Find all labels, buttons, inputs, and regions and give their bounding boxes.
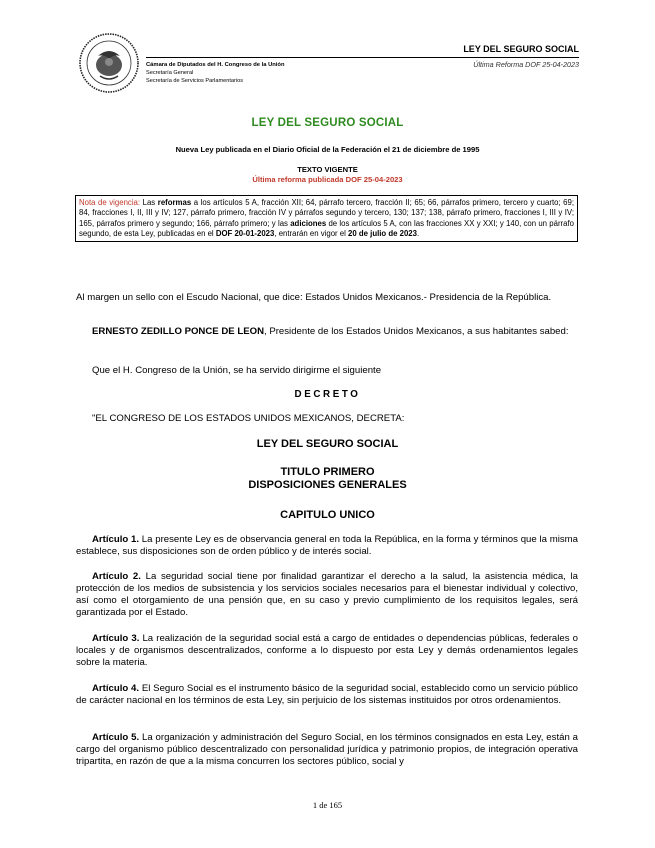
- header-reform-note: Última Reforma DOF 25-04-2023: [473, 60, 579, 69]
- titulo-primero: TITULO PRIMERO: [280, 466, 375, 478]
- article-4: [76, 683, 578, 707]
- texto-vigente: TEXTO VIGENTE: [297, 165, 358, 174]
- capitulo-heading: CAPITULO UNICO: [280, 509, 375, 521]
- article-label: Artículo 5.: [92, 732, 140, 743]
- header-servicios-parlamentarios: Secretaría de Servicios Parlamentarios: [146, 78, 244, 84]
- nota-adiciones: adiciones: [290, 218, 327, 228]
- nota-fecha: 20 de julio de 2023: [348, 228, 417, 238]
- article-2: [76, 571, 578, 619]
- disposiciones-generales: DISPOSICIONES GENERALES: [248, 479, 407, 491]
- article-text: La organización y administración del Seguro Social, en los términos consignados en esta Ley, están a cargo del organismo público descentralizado con personalidad jurídica y patrimonio propios, de integración operativa tripartita, en razón de que a la misma concurren los sectores público, social y: [76, 732, 578, 767]
- nota-text: Las: [140, 198, 158, 207]
- article-1: [76, 534, 578, 558]
- nota-de-vigencia-box: [75, 195, 578, 242]
- nota-text: de los artículos 5 A, con las fracciones XX y XXI; y 140, con un párrafo segundo, de esta Ley, publicadas en el: [79, 218, 574, 238]
- law-heading: LEY DEL SEGURO SOCIAL: [256, 438, 399, 450]
- national-seal-logo: [78, 32, 140, 94]
- header-secretaria-general: Secretaría General: [146, 70, 194, 76]
- nota-reformas: reformas: [157, 198, 192, 207]
- ultima-reforma: Última reforma publicada DOF 25-04-2023: [252, 175, 403, 184]
- header-org-name: Cámara de Diputados del H. Congreso de la Unión: [146, 62, 285, 68]
- article-label: Artículo 4.: [92, 683, 140, 694]
- publication-note: Nueva Ley publicada en el Diario Oficial de la Federación el 21 de diciembre de 1995: [175, 145, 480, 154]
- president-name: ERNESTO ZEDILLO PONCE DE LEON: [92, 326, 264, 337]
- header-right: [463, 44, 579, 69]
- article-text: La presente Ley es de observancia general en toda la República, en la forma y términos que la misma establece, sus disposiciones son de orden público y de interés social.: [76, 534, 578, 557]
- header-law-name: LEY DEL SEGURO SOCIAL: [463, 44, 579, 54]
- article-label: Artículo 1.: [92, 534, 140, 545]
- nota-text: , entrarán en vigor el: [274, 228, 349, 238]
- paragraph-decreta: "EL CONGRESO DE LOS ESTADOS UNIDOS MEXICANOS, DECRETA:: [92, 413, 405, 424]
- article-label: Artículo 3.: [92, 633, 140, 644]
- header-organization: [146, 61, 285, 85]
- nota-text: .: [416, 228, 420, 238]
- nota-text: a los artículos 5 A, fracción XII; 64, párrafo tercero, fracción II; 65; 66, párrafos primero, tercero y cuarto; 69; 84, fracciones I, II, III y IV; 127, párrafo primero, fracción IV y párrafos segundo y tercero, 130; 137; 138, párrafo primero, fracciones I, III y IV; 165, párrafos primero y segundo; 166, párrafo primero; y las: [79, 198, 575, 228]
- paragraph-sello: Al margen un sello con el Escudo Nacional, que dice: Estados Unidos Mexicanos.- Presidencia de la República.: [76, 292, 552, 303]
- page-number: 1 de 165: [312, 800, 343, 810]
- paragraph-text: , Presidente de los Estados Unidos Mexicanos, a sus habitantes sabed:: [264, 326, 569, 337]
- paragraph-congreso: Que el H. Congreso de la Unión, se ha servido dirigirme el siguiente: [92, 365, 382, 376]
- article-label: Artículo 2.: [92, 571, 141, 582]
- titulo-heading: [0, 466, 655, 492]
- article-text: La seguridad social tiene por finalidad garantizar el derecho a la salud, la asistencia médica, la protección de los medios de subsistencia y los servicios sociales necesarios para el bienestar individual y colectivo, así como el otorgamiento de una pensión que, en su caso y previo cumplimiento de los requisitos legales, será garantizada por el Estado.: [76, 571, 578, 618]
- article-3: [76, 633, 578, 669]
- article-text: La realización de la seguridad social está a cargo de entidades o dependencias públicas, federales o locales y de organismos descentralizados, conforme a lo dispuesto por esta Ley y demás ordenamientos legales sobre la materia.: [76, 633, 578, 668]
- nota-label: Nota de vigencia:: [79, 198, 141, 207]
- article-text: El Seguro Social es el instrumento básico de la seguridad social, establecido como un servicio público de carácter nacional en los términos de esta Ley, sin perjuicio de los sistemas instituidos por otros ordenamientos.: [76, 683, 578, 706]
- decreto-heading: DECRETO: [294, 389, 361, 400]
- nota-dof: DOF 20-01-2023: [215, 228, 275, 238]
- paragraph-presidente: [76, 326, 578, 338]
- article-5: [76, 732, 578, 768]
- document-title: LEY DEL SEGURO SOCIAL: [251, 117, 404, 129]
